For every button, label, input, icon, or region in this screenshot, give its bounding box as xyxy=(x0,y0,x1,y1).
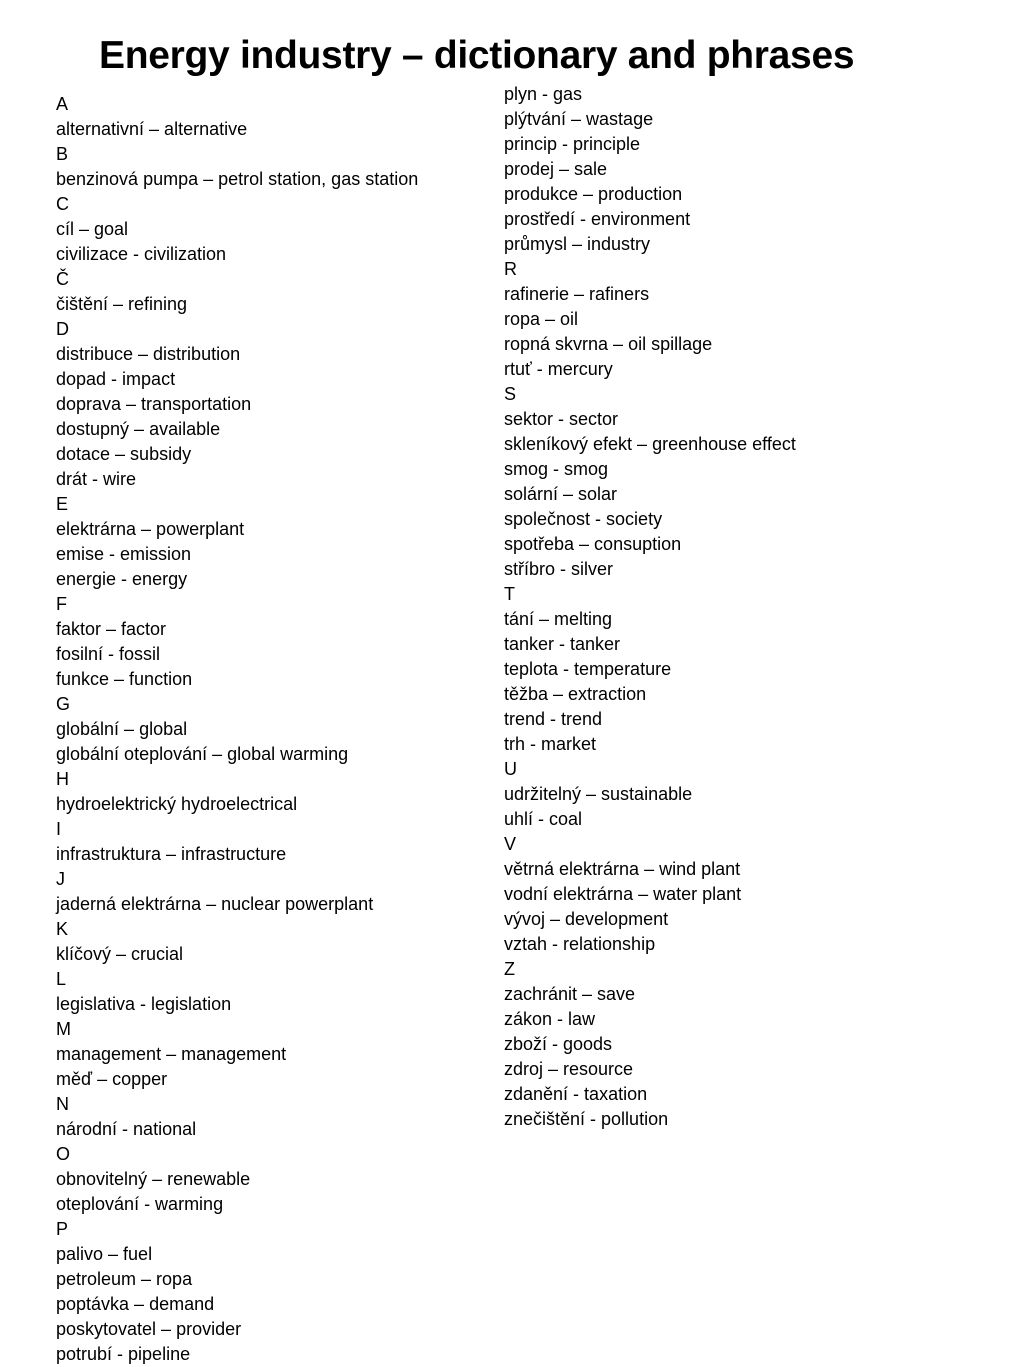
dictionary-entry: solární – solar xyxy=(504,484,618,504)
dictionary-entry: plyn - gas xyxy=(504,84,583,104)
dictionary-entry: dopad - impact xyxy=(56,369,176,389)
section-letter: E xyxy=(56,494,69,514)
section-letter: P xyxy=(56,1219,69,1239)
dictionary-entry: klíčový – crucial xyxy=(56,944,184,964)
dictionary-entry: prodej – sale xyxy=(504,159,608,179)
dictionary-entry: rtuť - mercury xyxy=(504,359,613,379)
dictionary-entry: petroleum – ropa xyxy=(56,1269,193,1289)
dictionary-entry: globální oteplování – global warming xyxy=(56,744,349,764)
section-letter: Č xyxy=(56,269,69,289)
dictionary-column-left xyxy=(56,92,418,1367)
dictionary-entry: princip - principle xyxy=(504,134,641,154)
dictionary-entry: jaderná elektrárna – nuclear powerplant xyxy=(56,894,374,914)
section-letter: B xyxy=(56,144,69,164)
dictionary-entry: globální – global xyxy=(56,719,188,739)
dictionary-entry: národní - national xyxy=(56,1119,197,1139)
dictionary-entry: potrubí - pipeline xyxy=(56,1344,191,1364)
dictionary-entry: tanker - tanker xyxy=(504,634,621,654)
section-letter: T xyxy=(504,584,515,604)
dictionary-entry: poptávka – demand xyxy=(56,1294,215,1314)
section-letter: A xyxy=(56,94,69,114)
dictionary-entry: elektrárna – powerplant xyxy=(56,519,245,539)
dictionary-entry: teplota - temperature xyxy=(504,659,672,679)
dictionary-entry: produkce – production xyxy=(504,184,683,204)
dictionary-entry: větrná elektrárna – wind plant xyxy=(504,859,741,879)
section-letter: D xyxy=(56,319,69,339)
dictionary-entry: obnovitelný – renewable xyxy=(56,1169,251,1189)
dictionary-entry: energie - energy xyxy=(56,569,188,589)
dictionary-entry: poskytovatel – provider xyxy=(56,1319,242,1339)
dictionary-column-right xyxy=(504,82,796,1132)
section-letter: G xyxy=(56,694,71,714)
dictionary-entry: oteplování - warming xyxy=(56,1194,224,1214)
dictionary-entry: trend - trend xyxy=(504,709,603,729)
section-letter: O xyxy=(56,1144,71,1164)
dictionary-entry: udržitelný – sustainable xyxy=(504,784,693,804)
dictionary-entry: měď – copper xyxy=(56,1069,168,1089)
dictionary-entry: průmysl – industry xyxy=(504,234,651,254)
dictionary-entry: ropná skvrna – oil spillage xyxy=(504,334,713,354)
dictionary-entry: dotace – subsidy xyxy=(56,444,192,464)
section-letter: Z xyxy=(504,959,515,979)
page-title: Energy industry – dictionary and phrases xyxy=(99,34,855,77)
dictionary-entry: benzinová pumpa – petrol station, gas station xyxy=(56,169,419,189)
section-letter: N xyxy=(56,1094,69,1114)
section-letter: S xyxy=(504,384,517,404)
dictionary-entry: čištění – refining xyxy=(56,294,188,314)
dictionary-entry: těžba – extraction xyxy=(504,684,647,704)
dictionary-entry: emise - emission xyxy=(56,544,192,564)
dictionary-entry: stříbro - silver xyxy=(504,559,614,579)
dictionary-entry: znečištění - pollution xyxy=(504,1109,669,1129)
dictionary-entry: tání – melting xyxy=(504,609,613,629)
dictionary-entry: distribuce – distribution xyxy=(56,344,241,364)
dictionary-entry: skleníkový efekt – greenhouse effect xyxy=(504,434,796,454)
dictionary-entry: rafinerie – rafiners xyxy=(504,284,650,304)
dictionary-entry: infrastruktura – infrastructure xyxy=(56,844,287,864)
dictionary-entry: faktor – factor xyxy=(56,619,167,639)
dictionary-entry: zdroj – resource xyxy=(504,1059,634,1079)
dictionary-entry: ropa – oil xyxy=(504,309,579,329)
dictionary-entry: drát - wire xyxy=(56,469,137,489)
section-letter: J xyxy=(56,869,65,889)
section-letter: M xyxy=(56,1019,71,1039)
dictionary-entry: zákon - law xyxy=(504,1009,596,1029)
dictionary-entry: zboží - goods xyxy=(504,1034,613,1054)
dictionary-entry: plýtvání – wastage xyxy=(504,109,654,129)
section-letter: V xyxy=(504,834,517,854)
section-letter: K xyxy=(56,919,69,939)
section-letter: F xyxy=(56,594,67,614)
dictionary-entry: spotřeba – consuption xyxy=(504,534,682,554)
dictionary-entry: palivo – fuel xyxy=(56,1244,153,1264)
dictionary-entry: uhlí - coal xyxy=(504,809,583,829)
section-letter: I xyxy=(56,819,62,839)
dictionary-entry: společnost - society xyxy=(504,509,663,529)
dictionary-entry: doprava – transportation xyxy=(56,394,252,414)
section-letter: C xyxy=(56,194,69,214)
dictionary-entry: civilizace - civilization xyxy=(56,244,227,264)
dictionary-entry: dostupný – available xyxy=(56,419,221,439)
dictionary-entry: sektor - sector xyxy=(504,409,619,429)
dictionary-entry: cíl – goal xyxy=(56,219,129,239)
dictionary-entry: legislativa - legislation xyxy=(56,994,232,1014)
dictionary-entry: prostředí - environment xyxy=(504,209,691,229)
dictionary-entry: fosilní - fossil xyxy=(56,644,161,664)
dictionary-entry: smog - smog xyxy=(504,459,609,479)
section-letter: U xyxy=(504,759,517,779)
dictionary-entry: hydroelektrický hydroelectrical xyxy=(56,794,298,814)
dictionary-entry: vodní elektrárna – water plant xyxy=(504,884,742,904)
section-letter: H xyxy=(56,769,69,789)
dictionary-entry: vývoj – development xyxy=(504,909,669,929)
dictionary-entry: alternativní – alternative xyxy=(56,119,248,139)
dictionary-entry: management – management xyxy=(56,1044,287,1064)
dictionary-entry: funkce – function xyxy=(56,669,193,689)
dictionary-entry: vztah - relationship xyxy=(504,934,656,954)
dictionary-entry: zdanění - taxation xyxy=(504,1084,648,1104)
dictionary-entry: zachránit – save xyxy=(504,984,636,1004)
dictionary-entry: trh - market xyxy=(504,734,597,754)
section-letter: L xyxy=(56,969,67,989)
section-letter: R xyxy=(504,259,517,279)
